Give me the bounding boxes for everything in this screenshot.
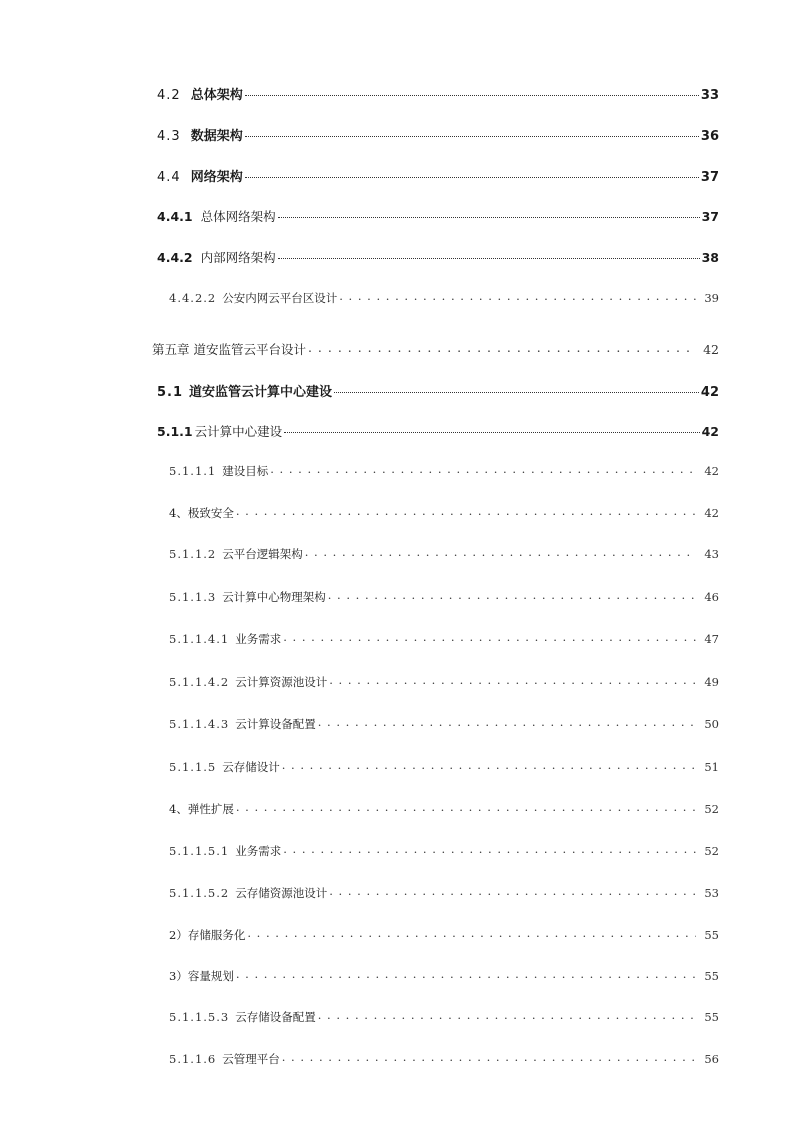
- toc-title: 云计算中心物理架构: [222, 590, 326, 604]
- dot-leader: [334, 379, 699, 393]
- toc-entry[interactable]: [157, 248, 719, 266]
- dot-leader: [305, 547, 697, 559]
- toc-entry[interactable]: [157, 422, 719, 440]
- dot-leader: [282, 1052, 697, 1064]
- toc-page: 43: [704, 547, 719, 561]
- dot-leader: [329, 675, 696, 687]
- toc-number: 4.4.2.2: [169, 291, 217, 305]
- toc-title: 公安内网云平台区设计: [222, 291, 338, 305]
- dot-leader: [245, 82, 699, 96]
- toc-entry[interactable]: [169, 968, 719, 984]
- dot-leader: [308, 342, 695, 355]
- toc-page: 55: [704, 928, 719, 942]
- toc-title: 4、极致安全: [169, 506, 234, 520]
- dot-leader: [236, 969, 697, 981]
- toc-number: 5.1.1.5: [169, 760, 217, 774]
- toc-entry[interactable]: [169, 589, 719, 605]
- toc-number: 4.4.2: [157, 250, 193, 265]
- dot-leader: [282, 760, 697, 772]
- toc-title: 2）存储服务化: [169, 928, 246, 942]
- toc-title: 云存储设备配置: [235, 1010, 316, 1024]
- dot-leader: [245, 123, 699, 137]
- toc-entry[interactable]: [169, 290, 719, 306]
- toc-page: 42: [704, 506, 719, 520]
- toc-number: 5.1.1.4.1: [169, 632, 230, 646]
- toc-page: 38: [701, 250, 719, 265]
- toc-entry[interactable]: [152, 340, 719, 358]
- toc-page: 52: [704, 802, 719, 816]
- dot-leader: [328, 590, 697, 602]
- toc-number: 4.3: [157, 129, 181, 144]
- toc-title: 云存储设计: [222, 760, 280, 774]
- toc-page: 42: [700, 385, 719, 400]
- toc-entry[interactable]: [157, 125, 719, 144]
- toc-entry[interactable]: [169, 716, 719, 732]
- toc-entry[interactable]: [169, 1009, 719, 1025]
- toc-page: 55: [704, 1010, 719, 1024]
- toc-entry[interactable]: [169, 843, 719, 859]
- dot-leader: [284, 420, 699, 434]
- toc-title: 云计算中心建设: [194, 424, 283, 439]
- toc-entry[interactable]: [169, 927, 719, 943]
- toc-title: 云管理平台: [222, 1052, 280, 1066]
- toc-title: 4、弹性扩展: [169, 802, 234, 816]
- toc-number: 5.1.1.4.3: [169, 717, 230, 731]
- toc-title: 道安监管云计算中心建设: [189, 385, 333, 400]
- toc-page: 55: [704, 969, 719, 983]
- dot-leader: [245, 164, 699, 178]
- toc-title: 总体架构: [190, 88, 243, 103]
- toc-entry[interactable]: [169, 1051, 719, 1067]
- toc-entry[interactable]: [169, 801, 719, 817]
- toc-page: 36: [700, 129, 719, 144]
- toc-entry[interactable]: [169, 546, 719, 562]
- toc-number: 5.1.1.6: [169, 1052, 217, 1066]
- dot-leader: [339, 291, 696, 303]
- toc-number: 5.1.1.5.2: [169, 886, 230, 900]
- toc-title: 3）容量规划: [169, 969, 234, 983]
- toc-title: 业务需求: [235, 844, 282, 858]
- toc-page: 37: [701, 209, 719, 224]
- toc-entry[interactable]: [169, 463, 719, 479]
- toc-number: 5.1.1.5.3: [169, 1010, 230, 1024]
- toc-title: 云平台逻辑架构: [222, 547, 303, 561]
- toc-title: 内部网络架构: [200, 250, 276, 265]
- toc-number: 5.1: [157, 385, 184, 400]
- toc-page: 56: [704, 1052, 719, 1066]
- toc-page: 42: [703, 342, 719, 357]
- toc-page: 39: [704, 291, 719, 305]
- toc-number: 4.4: [157, 170, 181, 185]
- toc-title: 建设目标: [222, 464, 269, 478]
- dot-leader: [236, 506, 697, 518]
- toc-entry[interactable]: [157, 207, 719, 225]
- toc-page: 42: [701, 424, 719, 439]
- toc-entry[interactable]: [157, 166, 719, 185]
- dot-leader: [278, 205, 700, 219]
- toc-title: 第五章 道安监管云平台设计: [152, 342, 306, 357]
- toc-entry[interactable]: [169, 631, 719, 647]
- dot-leader: [318, 717, 697, 729]
- dot-leader: [283, 632, 696, 644]
- toc-entry[interactable]: [169, 674, 719, 690]
- dot-leader: [278, 246, 700, 260]
- toc-page: 42: [704, 464, 719, 478]
- toc-entry[interactable]: [169, 505, 719, 521]
- toc-entry[interactable]: [157, 381, 719, 400]
- toc-title: 数据架构: [190, 129, 243, 144]
- dot-leader: [329, 886, 696, 898]
- toc-title: 业务需求: [235, 632, 282, 646]
- toc-page: 53: [704, 886, 719, 900]
- dot-leader: [318, 1010, 697, 1022]
- dot-leader: [247, 928, 696, 940]
- toc-number: 5.1.1.4.2: [169, 675, 230, 689]
- toc-entry[interactable]: [157, 84, 719, 103]
- toc-number: 5.1.1: [157, 424, 193, 439]
- dot-leader: [270, 464, 696, 476]
- toc-number: 4.4.1: [157, 209, 193, 224]
- toc-page: 47: [704, 632, 719, 646]
- toc-number: 5.1.1.5.1: [169, 844, 230, 858]
- toc-title: 云计算资源池设计: [235, 675, 328, 689]
- toc-title: 云存储资源池设计: [235, 886, 328, 900]
- toc-page: 46: [704, 590, 719, 604]
- toc-number: 5.1.1.3: [169, 590, 217, 604]
- toc-page: 37: [700, 170, 719, 185]
- toc-title: 网络架构: [190, 170, 243, 185]
- toc-number: 5.1.1.2: [169, 547, 217, 561]
- toc-page: 49: [704, 675, 719, 689]
- toc-entry[interactable]: [169, 759, 719, 775]
- toc-entry[interactable]: [169, 885, 719, 901]
- toc-title: 总体网络架构: [200, 209, 276, 224]
- toc-number: 5.1.1.1: [169, 464, 217, 478]
- toc-page: 50: [704, 717, 719, 731]
- toc-number: 4.2: [157, 88, 181, 103]
- toc-page: 33: [700, 88, 719, 103]
- toc-page: 52: [704, 844, 719, 858]
- toc-page: 51: [704, 760, 719, 774]
- toc-title: 云计算设备配置: [235, 717, 316, 731]
- dot-leader: [236, 802, 697, 814]
- dot-leader: [283, 844, 696, 856]
